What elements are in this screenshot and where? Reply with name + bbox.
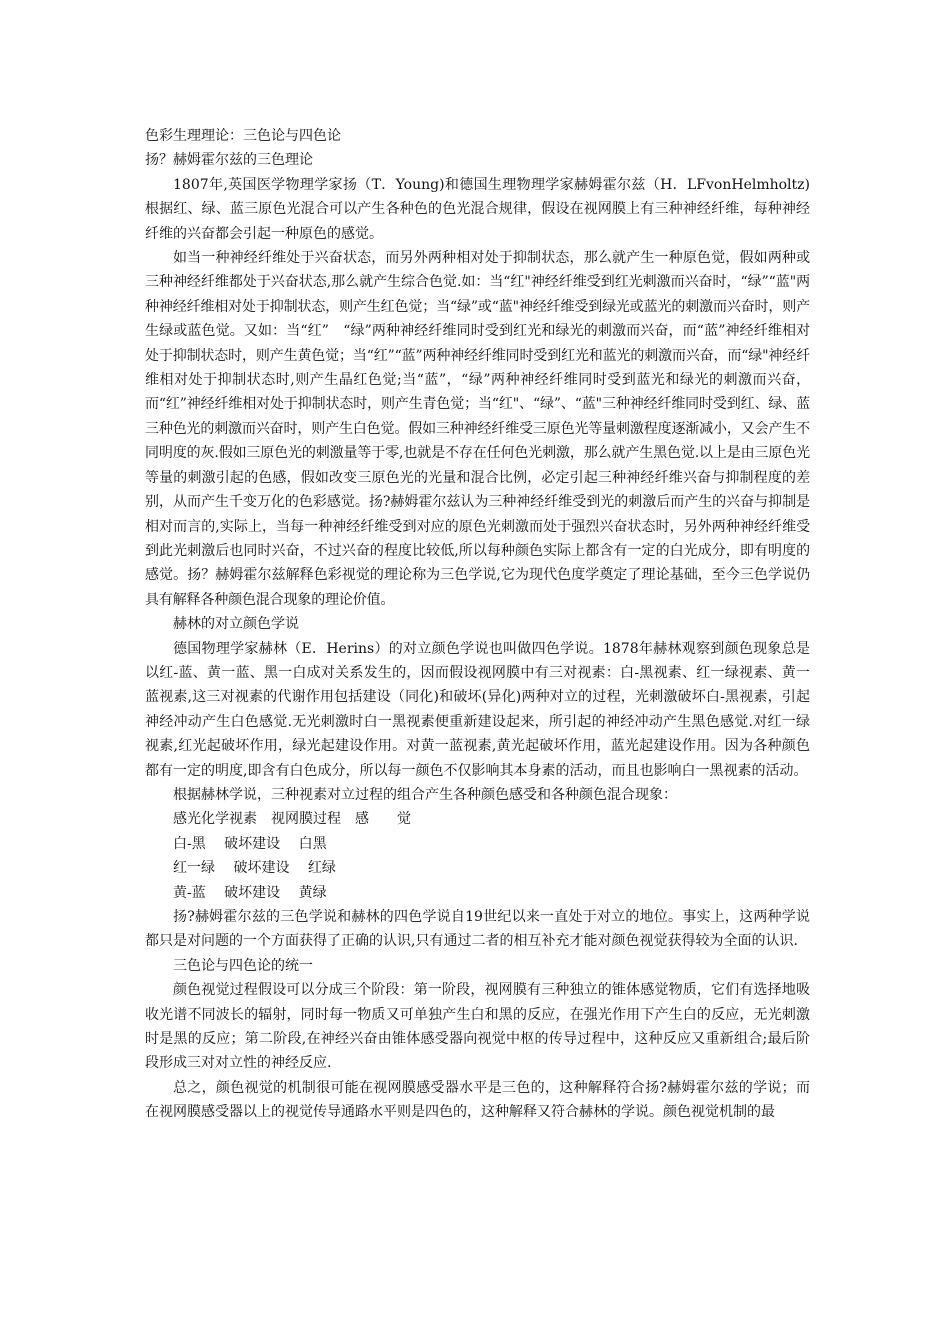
paragraph: 扬?赫姆霍尔兹的三色学说和赫林的四色学说自19世纪以来一直处于对立的地位。事实上，这两种学说都只是对问题的一个方面获得了正确的认识,只有通过二者的相互补充才能对颜色视觉获得较为全面的认识.	[145, 909, 810, 950]
section-heading-trichromatic: 扬？赫姆霍尔兹的三色理论	[145, 152, 313, 169]
paragraph: 1807年,英国医学物理学家扬（T．Young)和德国生理物理学家赫姆霍尔兹（H．LFvonHelmholtz)根据红、绿、蓝三原色光混合可以产生各种色的色光混合规律，假设在视网膜上有三种神经纤维，每种神经纤维的兴奋都会引起一种原色的感觉。	[145, 176, 810, 242]
table-row: 白-黑 破坏建设 白黑	[173, 835, 327, 852]
paragraph: 总之，颜色视觉的机制很可能在视网膜感受器水平是三色的，这种解释符合扬?赫姆霍尔兹的学说；而在视网膜感受器以上的视觉传导通路水平则是四色的，这种解释又符合赫林的学说。颜色视觉机制的最	[145, 1079, 810, 1121]
document-page	[145, 124, 810, 1125]
paragraph: 德国物理学家赫林（E．Herins）的对立颜色学说也叫做四色学说。1878年赫林观察到颜色现象总是以红-蓝、黄一蓝、黑一白成对关系发生的，因而假设视网膜中有三对视素：白-黑视素、红一绿视素、黄一蓝视素,这三对视素的代谢作用包括建设（同化)和破坏(异化)两种对立的过程，光刺激破坏白-黑视素，引起神经冲动产生白色感觉.无光刺激时白一黑视素便重新建设起来，所引起的神经冲动产生黑色感觉.对红一绿视素,红光起破坏作用，绿光起建设作用。对黄一蓝视素,黄光起破坏作用，蓝光起建设作用。因为各种颜色都有一定的明度,即含有白色成分，所以每一颜色不仅影响其本身素的活动，而且也影响白一黑视素的活动。	[145, 640, 810, 779]
paragraph: 颜色视觉过程假设可以分成三个阶段：第一阶段，视网膜有三种独立的锥体感觉物质，它们有选择地吸收光谱不同波长的辐射，同时每一物质又可单独产生白和黑的反应，在强光作用下产生白的反应，无光刺激时是黑的反应；第二阶段,在神经兴奋由锥体感受器向视觉中枢的传导过程中，这种反应又重新组合;最后阶段形成三对对立性的神经反应.	[145, 982, 810, 1072]
paragraph: 根据赫林学说，三种视素对立过程的组合产生各种颜色感受和各种颜色混合现象：	[173, 786, 677, 803]
section-heading-unification: 三色论与四色论的统一	[173, 957, 313, 974]
table-header-row: 感光化学视素 视网膜过程 感 觉	[173, 811, 411, 828]
table-row: 黄-蓝 破坏建设 黄绿	[173, 884, 327, 901]
paragraph: 如当一种神经纤维处于兴奋状态，而另外两种相对处于抑制状态，那么就产生一种原色觉，假如两种或三种神经纤维都处于兴奋状态,那么就产生综合色觉.如：当“红"神经纤维受到红光刺激而兴奋时，“绿”“蓝"两种神经纤维相对处于抑制状态，则产生红色觉；当“绿”或“蓝"神经纤维受到绿光或蓝光的刺激而兴奋时，则产生绿或蓝色觉。又如：当“红” “绿”两种神经纤维同时受到红光和绿光的刺激而兴奋，而“蓝”神经纤维相对处于抑制状态时，则产生黄色觉；当“红”“蓝”两种神经纤维同时受到红光和蓝光的刺激而兴奋，而“绿"神经纤维相对处于抑制状态时,则产生晶红色觉;当“蓝”，“绿”两种神经纤维同时受到蓝光和绿光的刺激而兴奋，而“红”神经纤维相对处于抑制状态时，则产生青色觉；当“红"、“绿”、“蓝"三种神经纤维同时受到红、绿、蓝三种色光的刺激而兴奋时，则产生白色觉。假如三种神经纤维受三原色光等量刺激程度逐渐减小，又会产生不同明度的灰.假如三原色光的刺激量等于零,也就是不存在任何色光刺激，那么就产生黑色觉.以上是由三原色光等量的刺激引起的色感，假如改变三原色光的光量和混合比例，必定引起三种神经纤维兴奋与抑制程度的差别，从而产生千变万化的色彩感觉。扬?赫姆霍尔兹认为三种神经纤维受到光的刺激后而产生的兴奋与抑制是相对而言的,实际上，当每一种神经纤维受到对应的原色光刺激而处于强烈兴奋状态时，另外两种神经纤维受到此光刺激后也同时兴奋，不过兴奋的程度比较低,所以每种颜色实际上都含有一定的白光成分，即有明度的感觉。扬？赫姆霍尔兹解释色彩视觉的理论称为三色学说,它为现代色度学奠定了理论基础，至今三色学说仍具有解释各种颜色混合现象的理论价值。	[145, 250, 810, 608]
section-heading-opponent: 赫林的对立颜色学说	[173, 616, 299, 633]
document-title: 色彩生理理论：三色论与四色论	[145, 128, 341, 144]
table-row: 红一绿 破坏建设 红绿	[173, 860, 336, 877]
